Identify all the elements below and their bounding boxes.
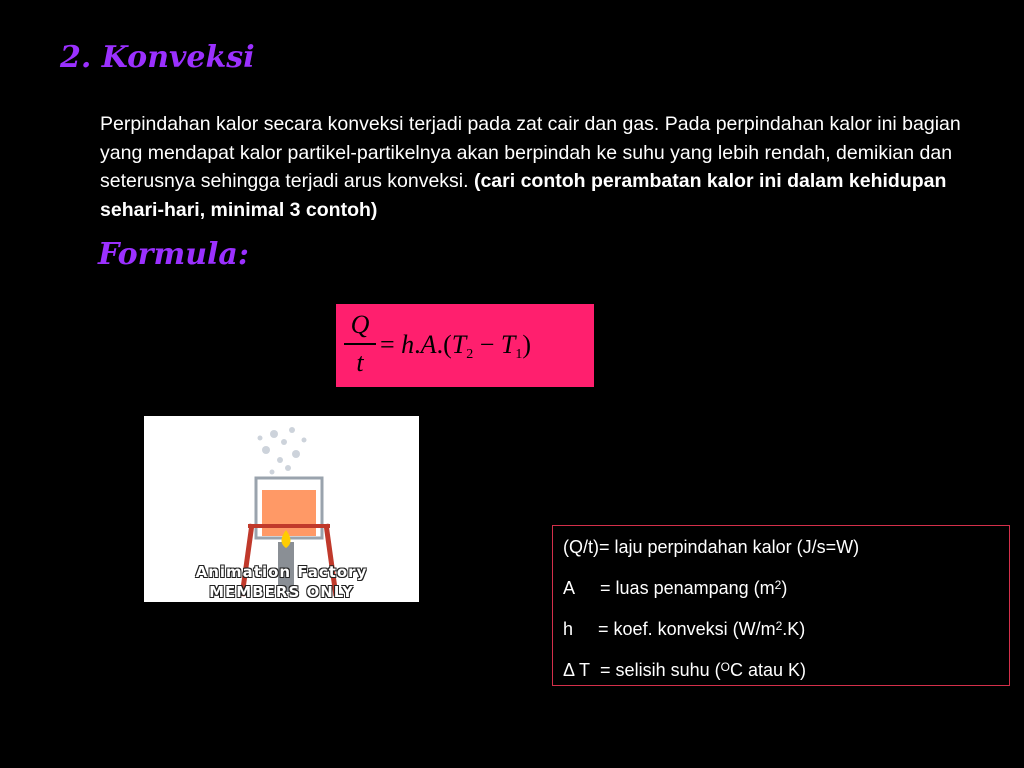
fraction-bar [344, 343, 376, 345]
sub-2: 2 [466, 347, 474, 362]
dot-1: . [414, 330, 421, 359]
var-t2: T [451, 330, 467, 359]
legend-row-a [563, 577, 999, 618]
legend-row2-sup: 2 [774, 578, 782, 592]
legend-row1-text: (Q/t)= laju perpindahan kalor (J/s=W) [563, 537, 860, 557]
sub-1: 1 [515, 347, 523, 362]
dot-2: . [436, 330, 444, 359]
symbol-legend [552, 525, 1010, 686]
legend-row3-text: = koef. konveksi (W/m [598, 619, 776, 639]
legend-row3-sup: 2 [775, 619, 783, 633]
legend-row2-text: = luas penampang (m [600, 578, 775, 598]
fraction [344, 308, 376, 380]
minus-sign: − [479, 330, 495, 359]
legend-row4-symbol: Δ T [563, 660, 591, 680]
var-a: A [420, 330, 437, 359]
formula-label: Formula: [98, 237, 249, 272]
legend-row-h [563, 618, 999, 659]
var-t1: T [500, 330, 516, 359]
legend-row2-symbol: A [563, 578, 576, 598]
paragraph-task: (cari contoh perambatan kalor ini dalam kehidupan sehari-hari, minimal 3 contoh) [100, 170, 947, 221]
paragraph-text: Perpindahan kalor secara konveksi terjadi pada zat cair dan gas. Pada perpindahan kalor ini bagian yang mendapat kalor partikel-partikelnya akan berpindah ke suhu yang lebih rendah, demikian dan seterusnya sehingga terjadi arus konveksi. [100, 113, 961, 192]
animation-caption-2: MEMBERS ONLY [209, 583, 354, 601]
equals-sign: = [380, 330, 395, 359]
legend-row-delta-t [563, 659, 999, 700]
convection-animation-image [144, 416, 419, 602]
legend-row4-text: = selisih suhu ( [600, 660, 721, 680]
var-h: h [401, 330, 415, 359]
legend-row2-end: ) [781, 578, 788, 598]
legend-row3-end: .K) [782, 619, 806, 639]
body-paragraph [100, 110, 970, 224]
legend-row4-sup: O [720, 660, 730, 674]
fraction-numerator: Q [350, 310, 370, 339]
formula-box [336, 304, 594, 387]
legend-row4-end: C atau K) [729, 660, 806, 680]
formula-rhs [380, 328, 531, 372]
animation-caption-1: Animation Factory [195, 563, 368, 581]
slide-title: 2. Konveksi [60, 40, 255, 75]
paren-open: ( [443, 330, 452, 359]
fraction-denominator: t [356, 348, 364, 377]
legend-row-q-t [563, 536, 999, 577]
paren-close: ) [522, 330, 532, 359]
legend-row3-symbol: h [563, 619, 574, 639]
